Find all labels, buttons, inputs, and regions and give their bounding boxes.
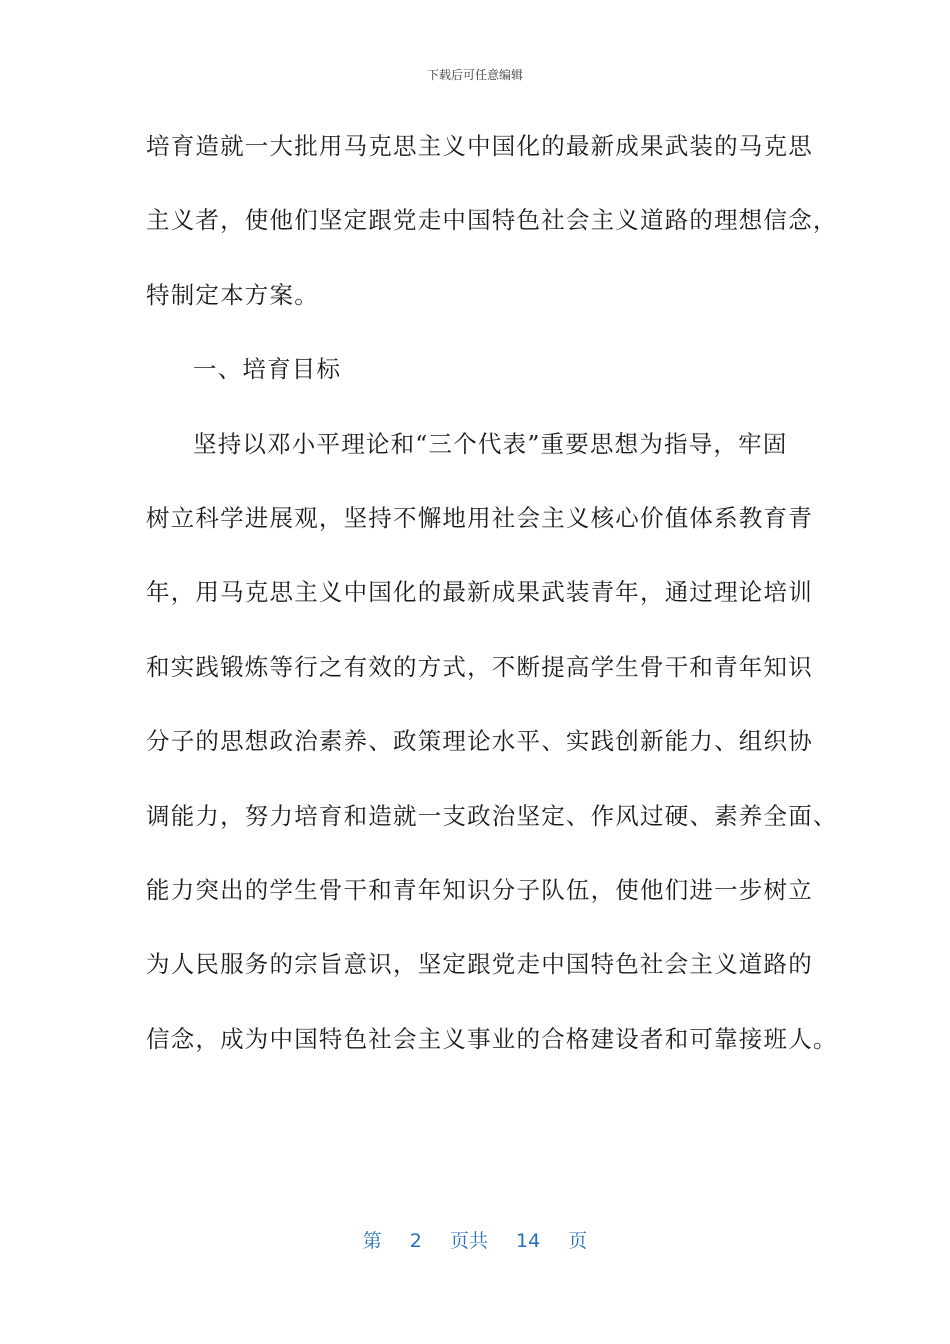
- section-heading: 一、培育目标: [193, 355, 342, 384]
- paragraph-line: 树立科学进展观，坚持不懈地用社会主义核心价值体系教育青: [146, 503, 813, 532]
- current-page-number: 2: [409, 1230, 422, 1252]
- paragraph-line: 能力突出的学生骨干和青年知识分子队伍，使他们进一步树立: [146, 875, 813, 904]
- document-body: [146, 120, 838, 1087]
- total-pages-number: 14: [516, 1230, 541, 1252]
- paragraph-line: 年，用马克思主义中国化的最新成果武装青年，通过理论培训: [146, 578, 813, 607]
- page-header: 下载后可任意编辑: [426, 68, 523, 82]
- paragraph-line: 调能力，努力培育和造就一支政治坚定、作风过硬、素养全面、: [146, 801, 838, 830]
- paragraph-line: 培育造就一大批用马克思主义中国化的最新成果武装的马克思: [146, 132, 813, 160]
- paragraph-line: 信念，成为中国特色社会主义事业的合格建设者和可靠接班人。: [146, 1024, 838, 1053]
- footer-middle: 页共: [449, 1230, 488, 1252]
- footer-prefix: 第: [362, 1230, 382, 1252]
- page-footer: [0, 1226, 950, 1253]
- paragraph-line: 分子的思想政治素养、政策理论水平、实践创新能力、组织协: [146, 727, 813, 756]
- paragraph-line: 坚持以邓小平理论和“三个代表”重要思想为指导，牢固: [193, 429, 788, 458]
- paragraph-line: 为人民服务的宗旨意识，坚定跟党走中国特色社会主义道路的: [146, 950, 813, 979]
- footer-suffix: 页: [568, 1230, 588, 1252]
- paragraph-line: 和实践锻炼等行之有效的方式，不断提高学生骨干和青年知识: [146, 652, 813, 681]
- paragraph-line: 特制定本方案。: [146, 280, 319, 309]
- paragraph-line: 主义者，使他们坚定跟党走中国特色社会主义道路的理想信念，: [146, 206, 838, 235]
